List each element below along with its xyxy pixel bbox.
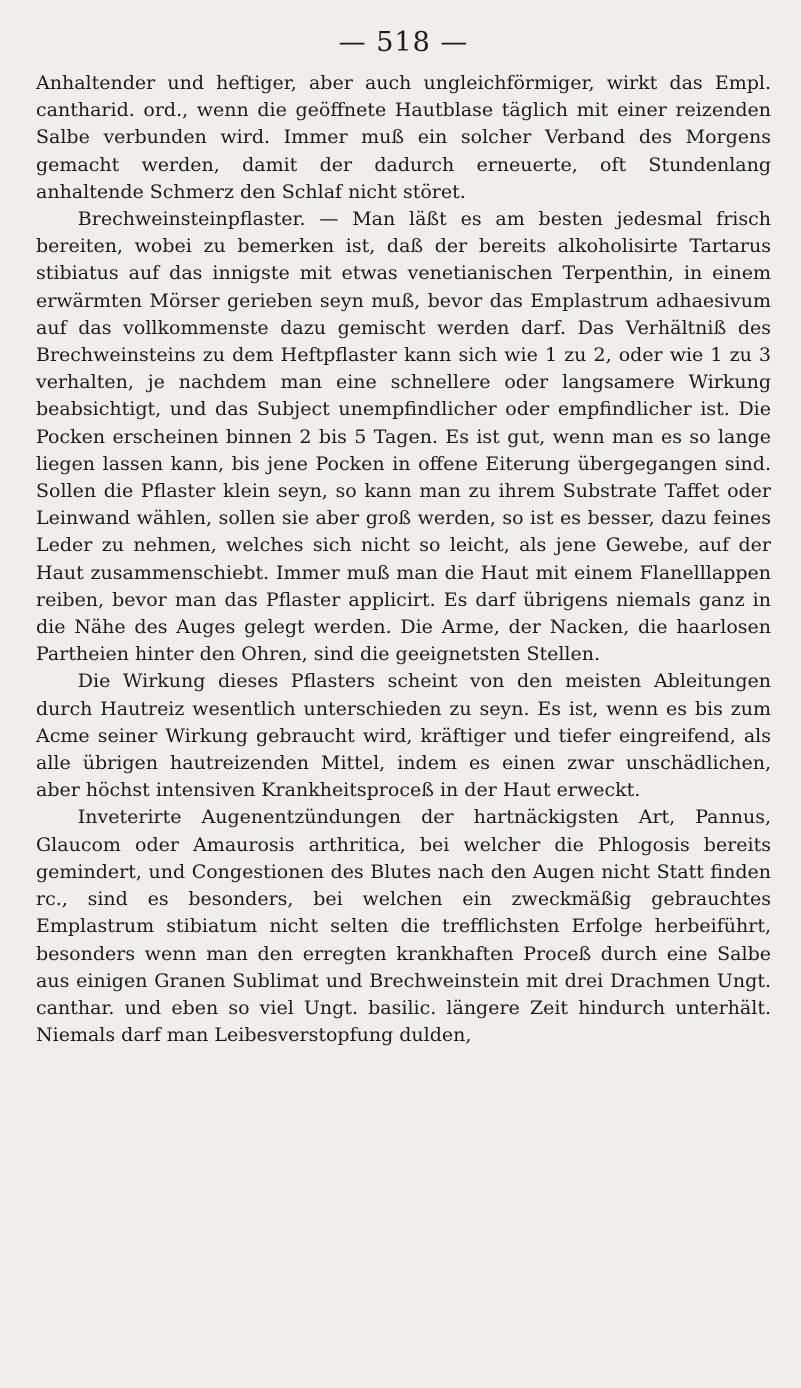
paragraph: Anhaltender und heftiger, aber auch ungleichförmiger, wirkt das Empl. cantharid. ord., wenn die geöffnete Hautblase täglich mit einer reizenden Salbe verbunden wird. Immer muß ein solcher Verband des Morgens gemacht werden, damit der dadurch erneuerte, oft Stundenlang anhaltende Schmerz den Schlaf nicht störet. bbox=[36, 72, 771, 203]
paragraph: Brechweinsteinpflaster. — Man läßt es am besten jedesmal frisch bereiten, wobei zu bemerken ist, daß der bereits alkoholisirte Tartarus stibiatus auf das innigste mit etwas venetianischen Terpenthin, in einem erwärmten Mörser gerieben seyn muß, bevor das Emplastrum adhaesivum auf das vollkommenste dazu gemischt werden darf. Das Verhältniß des Brechweinsteins zu dem Heftpflaster kann sich wie 1 zu 2, oder wie 1 zu 3 verhalten, je nachdem man eine schnellere oder langsamere Wirkung beabsichtigt, und das Subject unempfindlicher oder empfindlicher ist. Die Pocken erscheinen binnen 2 bis 5 Tagen. Es ist gut, wenn man es so lange liegen lassen kann, bis jene Pocken in offene Eiterung übergegangen sind. Sollen die Pflaster klein seyn, so kann man zu ihrem Substrate Taffet oder Leinwand wählen, sollen sie aber groß werden, so ist es besser, dazu feines Leder zu nehmen, welches sich nicht so leicht, als jene Gewebe, auf der Haut zusammenschiebt. Immer muß man die Haut mit einem Flanelllappen reiben, bevor man das Pflaster applicirt. Es darf übrigens niemals ganz in die Nähe des Auges gelegt werden. Die Arme, der Nacken, die haarlosen Partheien hinter den Ohren, sind die geeignetsten Stellen. bbox=[36, 208, 771, 666]
body-text bbox=[36, 70, 771, 1049]
page-number: — 518 — bbox=[338, 27, 469, 58]
paragraph: Die Wirkung dieses Pflasters scheint von den meisten Ableitungen durch Hautreiz wesentlich unterschieden zu seyn. Es ist, wenn es bis zum Acme seiner Wirkung gebraucht wird, kräftiger und tiefer eingreifend, als alle übrigen hautreizenden Mittel, indem es einen zwar unschädlichen, aber höchst intensiven Krankheitsproceß in der Haut erweckt. bbox=[36, 670, 771, 802]
paragraph: Inveterirte Augenentzündungen der hartnäckigsten Art, Pannus, Glaucom oder Amaurosis arthritica, bei welcher die Phlogosis bereits gemindert, und Congestionen des Blutes nach den Augen nicht Statt finden rc., sind es besonders, bei welchen ein zweckmäßig gebrauchtes Emplastrum stibiatum nicht selten die trefflichsten Erfolge herbeiführt, besonders wenn man den erregten krankhaften Proceß durch eine Salbe aus einigen Granen Sublimat und Brechweinstein mit drei Drachmen Ungt. canthar. und eben so viel Ungt. basilic. längere Zeit hindurch unterhält. Niemals darf man Leibesverstopfung dulden, bbox=[36, 806, 771, 1047]
